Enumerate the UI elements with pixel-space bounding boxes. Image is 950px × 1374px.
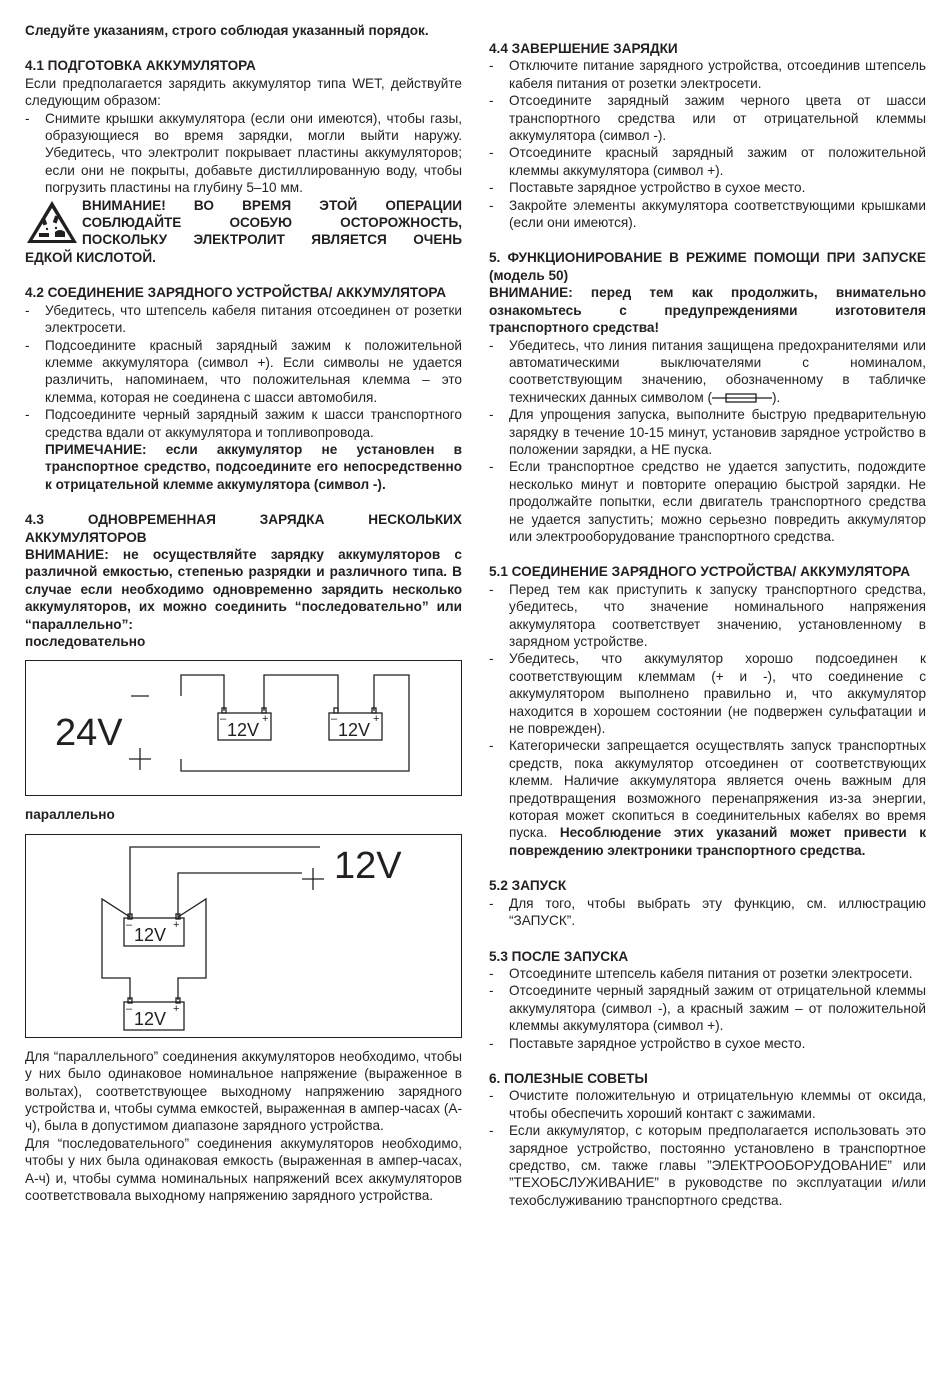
warning-line-1: ВНИМАНИЕ! ВО ВРЕМЯ ЭТОЙ ОПЕРАЦИИ	[82, 197, 462, 213]
list-item: - Для упрощения запуска, выполните быструю предварительную зарядку в течение 10-15 минут, установив зарядное устройство в положении зарядки, а НЕ пуска.	[489, 406, 926, 458]
section-4-3-warning: ВНИМАНИЕ: не осуществляйте зарядку аккумуляторов с различной емкостью, степенью разрядки и различного типа. В случае если необходимо одновременно зарядить несколько аккумуляторов, их можно соединить “последовательно” или “параллельно”:	[25, 546, 462, 632]
list-item: - Поставьте зарядное устройство в сухое место.	[489, 179, 926, 196]
section-4-2-list	[25, 302, 462, 441]
list-item	[489, 737, 926, 859]
series-battery-1-plus: +	[262, 713, 269, 726]
series-battery-2-minus: –	[331, 713, 338, 726]
warning-line-4: ЕДКОЙ КИСЛОТОЙ.	[25, 249, 156, 265]
warning-line-3: ПОСКОЛЬКУ ЭЛЕКТРОЛИТ ЯВЛЯЕТСЯ ОЧЕНЬ	[82, 232, 462, 248]
list-item-bold-warning: Несоблюдение этих указаний может привести к повреждению электроники транспортного средства.	[509, 825, 927, 858]
list-item: - Отсоедините красный зарядный зажим от положительной клеммы аккумулятора (символ +).	[489, 144, 926, 179]
list-item: - Перед тем как приступить к запуску транспортного средства, убедитесь, что значение номинального напряжения аккумулятора соответствует значению, установленному в зарядном устройстве.	[489, 581, 926, 651]
list-item: - Закройте элементы аккумулятора соответствующими крышками (если они имеются).	[489, 197, 926, 232]
section-4-2-note: ПРИМЕЧАНИЕ: если аккумулятор не установлен в транспортное средство, подсоедините его непосредственно к отрицательной клемме аккумулятора (символ -).	[45, 441, 462, 492]
list-item: - Очистите положительную и отрицательную клеммы от оксида, чтобы обеспечить хороший контакт с зажимами.	[489, 1087, 926, 1122]
list-item	[489, 337, 926, 407]
section-4-1-text: Если предполагается зарядить аккумулятор типа WET, действуйте следующим образом:	[25, 75, 462, 109]
corrosive-warning-icon	[25, 199, 79, 245]
series-connection-diagram	[25, 660, 462, 796]
series-total-voltage: 24V	[55, 712, 123, 755]
list-item: - Если транспортное средство не удается запустить, подождите несколько минут и повторите операцию быстрой зарядки. Не продолжайте попытки, если двигатель транспортного средства не удается запустить; можно серьезно повредить аккумулятор или электрооборудование транспортного средства.	[489, 458, 926, 545]
parallel-connection-diagram	[25, 834, 462, 1038]
acid-warning	[25, 197, 462, 267]
list-item: - Если аккумулятор, с которым предполагается использовать это зарядное устройство, постоянно установлено в транспортное средство, см. также главы ”ЭЛЕКТРООБОРУДОВАНИЕ” или ”ТЕХОБСЛУЖИВАНИЕ” в руководстве по эксплуатации и/или техобслуживанию транспортного средства.	[489, 1122, 926, 1209]
section-5-2-heading: 5.2 ЗАПУСК	[489, 878, 567, 894]
section-4-1-heading: 4.1 ПОДГОТОВКА АККУМУЛЯТОРА	[25, 58, 256, 74]
section-4-3-heading: 4.3 ОДНОВРЕМЕННАЯ ЗАРЯДКА НЕСКОЛЬКИХ АККУМУЛЯТОРОВ	[25, 512, 462, 545]
list-item: - Подсоедините черный зарядный зажим к шасси транспортного средства вдали от аккумулятора и топливопровода.	[25, 406, 462, 441]
parallel-battery-2-minus: –	[126, 1002, 133, 1015]
list-item: - Отключите питание зарядного устройства, отсоединив штепсель кабеля питания от розетки электросети.	[489, 57, 926, 92]
section-4-4-list	[489, 57, 926, 231]
fuse-item-text: Убедитесь, что линия питания защищена предохранителями или автоматическими выключателями с номиналом, соответствующим значению, обозначенному в табличке технических данных символом (	[509, 337, 926, 405]
list-item: - Для того, чтобы выбрать эту функцию, см. иллюстрацию “ЗАПУСК”.	[489, 895, 926, 930]
section-6-heading: 6. ПОЛЕЗНЫЕ СОВЕТЫ	[489, 1070, 648, 1086]
parallel-paragraph: Для “параллельного” соединения аккумуляторов необходимо, чтобы у них было одинаковое номинальное напряжение (выраженное в вольтах), соответствующее выходному напряжению зарядного устройства и, чтобы сумма емкостей, выраженная в ампер-часах (А-ч), была в допустимом диапазоне зарядного устройства.	[25, 1048, 462, 1134]
series-battery-2-label: 12V	[338, 720, 371, 741]
left-column	[25, 22, 462, 1204]
parallel-battery-1-minus: –	[126, 918, 133, 931]
section-5-3-heading: 5.3 ПОСЛЕ ЗАПУСКА	[489, 948, 629, 964]
section-5-warning: ВНИМАНИЕ: перед тем как продолжить, внимательно ознакомьтесь с предупреждениями изготовителя транспортного средства!	[489, 285, 926, 336]
list-item: - Снимите крышки аккумулятора (если они имеются), чтобы газы, образующиеся во время зарядки, могли выйти наружу. Убедитесь, что электролит покрывает пластины аккумуляторов; если они не покрыты, добавьте дистиллированную воду, чтобы погрузить пластины на глубину 5–10 мм.	[25, 110, 462, 197]
parallel-battery-1-plus: +	[173, 918, 180, 931]
section-5-list	[489, 337, 926, 546]
section-5-heading: 5. ФУНКЦИОНИРОВАНИЕ В РЕЖИМЕ ПОМОЩИ ПРИ ЗАПУСКЕ (модель 50)	[489, 250, 926, 283]
right-column	[489, 40, 926, 1209]
series-paragraph: Для “последовательного” соединения аккумуляторов необходимо, чтобы у них была одинаковая емкость (выраженная в ампер-часах, А-ч) и, чтобы сумма номинальных напряжений всех аккумуляторов соответствовала выходному напряжению зарядного устройства.	[25, 1135, 462, 1204]
section-5-1-list	[489, 581, 926, 860]
warning-line-2: СОБЛЮДАЙТЕ ОСОБУЮ ОСТОРОЖНОСТЬ,	[82, 215, 462, 231]
parallel-battery-2-plus: +	[173, 1002, 180, 1015]
parallel-total-voltage: 12V	[334, 844, 402, 887]
section-5-3-list	[489, 965, 926, 1052]
series-battery-1-label: 12V	[227, 720, 260, 741]
list-item: - Убедитесь, что штепсель кабеля питания отсоединен от розетки электросети.	[25, 302, 462, 337]
parallel-battery-2-label: 12V	[134, 1008, 167, 1029]
parallel-battery-1-label: 12V	[134, 924, 167, 945]
list-item: - Убедитесь, что аккумулятор хорошо подсоединен к соответствующим клеммам (+ и -), что соединение с аккумулятором выполнено правильно и, что аккумулятор находится в хорошем состоянии (не подвержен сульфатации и не поврежден).	[489, 650, 926, 737]
list-item: - Отсоедините штепсель кабеля питания от розетки электросети.	[489, 965, 926, 982]
section-4-2-heading: 4.2 СОЕДИНЕНИЕ ЗАРЯДНОГО УСТРОЙСТВА/ АККУМУЛЯТОРА	[25, 285, 447, 301]
section-6-list	[489, 1087, 926, 1209]
fuse-icon	[712, 393, 772, 403]
intro-text: Следуйте указаниям, строго соблюдая указанный порядок.	[25, 23, 429, 38]
section-5-1-heading: 5.1 СОЕДИНЕНИЕ ЗАРЯДНОГО УСТРОЙСТВА/ АККУМУЛЯТОРА	[489, 564, 911, 580]
list-item: - Подсоедините красный зарядный зажим к положительной клемме аккумулятора (символ +). Если символы не удается различить, напоминаем, что положительная клемма – это клемма, которая не соединена с шасси автомобиля.	[25, 337, 462, 407]
list-item: - Отсоедините черный зарядный зажим от отрицательной клеммы аккумулятора (символ -), а красный зажим – от положительной клеммы аккумулятора (символ +).	[489, 982, 926, 1034]
section-5-2-list	[489, 895, 926, 930]
section-4-4-heading: 4.4 ЗАВЕРШЕНИЕ ЗАРЯДКИ	[489, 41, 678, 56]
list-item-text: Категорически запрещается осуществлять запуск транспортных средств, пока аккумулятор отсоединен от соответствующих клемм. Наличие аккумулятора является очень важным для предотвращения возможного перенапряжения из-за энергии, которая может скопиться в соединительных кабелях во время пуска.	[509, 738, 926, 841]
list-item: - Поставьте зарядное устройство в сухое место.	[489, 1035, 926, 1052]
list-item: - Отсоедините зарядный зажим черного цвета от шасси транспортного средства или от отрицательной клеммы аккумулятора (символ -).	[489, 92, 926, 144]
series-label: последовательно	[25, 634, 146, 649]
series-battery-1-minus: –	[220, 713, 227, 726]
section-4-1-list	[25, 110, 462, 197]
series-battery-2-plus: +	[373, 713, 380, 726]
parallel-label: параллельно	[25, 807, 115, 823]
fuse-item-end: ).	[772, 389, 781, 405]
